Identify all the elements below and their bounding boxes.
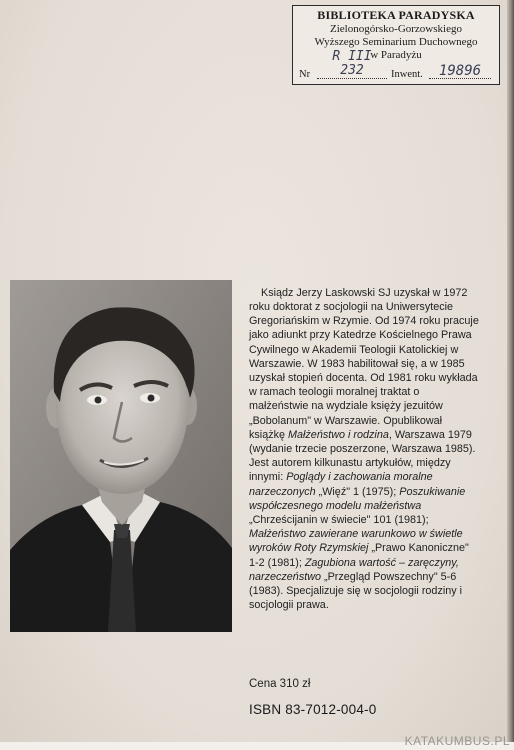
bio-text-1: Ksiądz Jerzy Laskowski SJ uzyskał w 1972 roku doktorat z socjologii na Uniwersytecie Gregoriańskim w Rzymie. Od 1974 roku pracuje jako adiunkt przy Katedrze Kościelnego Prawa Cywilnego w Akademii Teologii Katolickiej w Warszawie. W 1983 habilitował się, a w 1985 uzyskał stopień docenta. Od 1981 roku wykłada w ramach teologii moralnej traktat o małżeństwie na wydziale księży jezuitów „Bobolanum" w Warszawie. Opublikował książkę: [249, 286, 479, 441]
stamp-nr-label: Nr: [299, 69, 311, 80]
author-biography: [249, 286, 481, 613]
bio-text-4: „Chrześcijanin w świecie" 101 (1981);: [249, 514, 429, 527]
bio-text-5: „Prawo Kanoniczne" 1-2 (1981);: [249, 542, 469, 569]
stamp-line-2: Wyższego Seminarium Duchownego: [314, 36, 478, 48]
stamp-line-1: Zielonogórsko-Gorzowskiego: [330, 23, 462, 35]
stamp-nr-value: R III 232: [317, 50, 387, 79]
library-stamp: [292, 5, 500, 85]
bio-text-2: , Warszawa 1979 (wydanie trzecie poszerzone, Warszawa 1985). Jest autorem kilkunastu artykułów, między innymi:: [249, 428, 476, 484]
bio-article-title-2: Poszukiwanie współczesnego modelu małżeństwa: [249, 485, 466, 512]
bio-text-6: „Przegląd Powszechny" 5-6 (1983). Specjalizuje się w socjologii rodziny i socjologii prawa.: [249, 570, 463, 612]
price-label: Cena 310 zł: [249, 678, 311, 690]
site-watermark: KATAKUMBUS.PL: [404, 734, 510, 748]
stamp-line-3: w Paradyżu: [370, 49, 422, 61]
isbn-number: ISBN 83-7012-004-0: [249, 702, 377, 717]
stamp-title: BIBLIOTEKA PARADYSKA: [317, 8, 475, 22]
book-spine-edge: [507, 0, 514, 750]
stamp-inventory-value: 19896: [429, 64, 491, 79]
bio-article-title-4: Zagubiona wartość – zaręczyny, narzeczeństwo: [249, 556, 459, 583]
bio-article-title-1: Poglądy i zachowania moralne narzeczonych: [249, 471, 433, 498]
bio-book-title: Małżeństwo i rodzina: [288, 428, 389, 441]
bio-text-3: „Więź" 1 (1975);: [315, 485, 400, 498]
stamp-inventory-label: Inwent.: [391, 69, 423, 80]
bio-article-title-3: Małżeństwo zawierane warunkowo w świetle wyroków Roty Rzymskiej: [249, 528, 463, 555]
author-portrait-photo: [10, 280, 232, 632]
